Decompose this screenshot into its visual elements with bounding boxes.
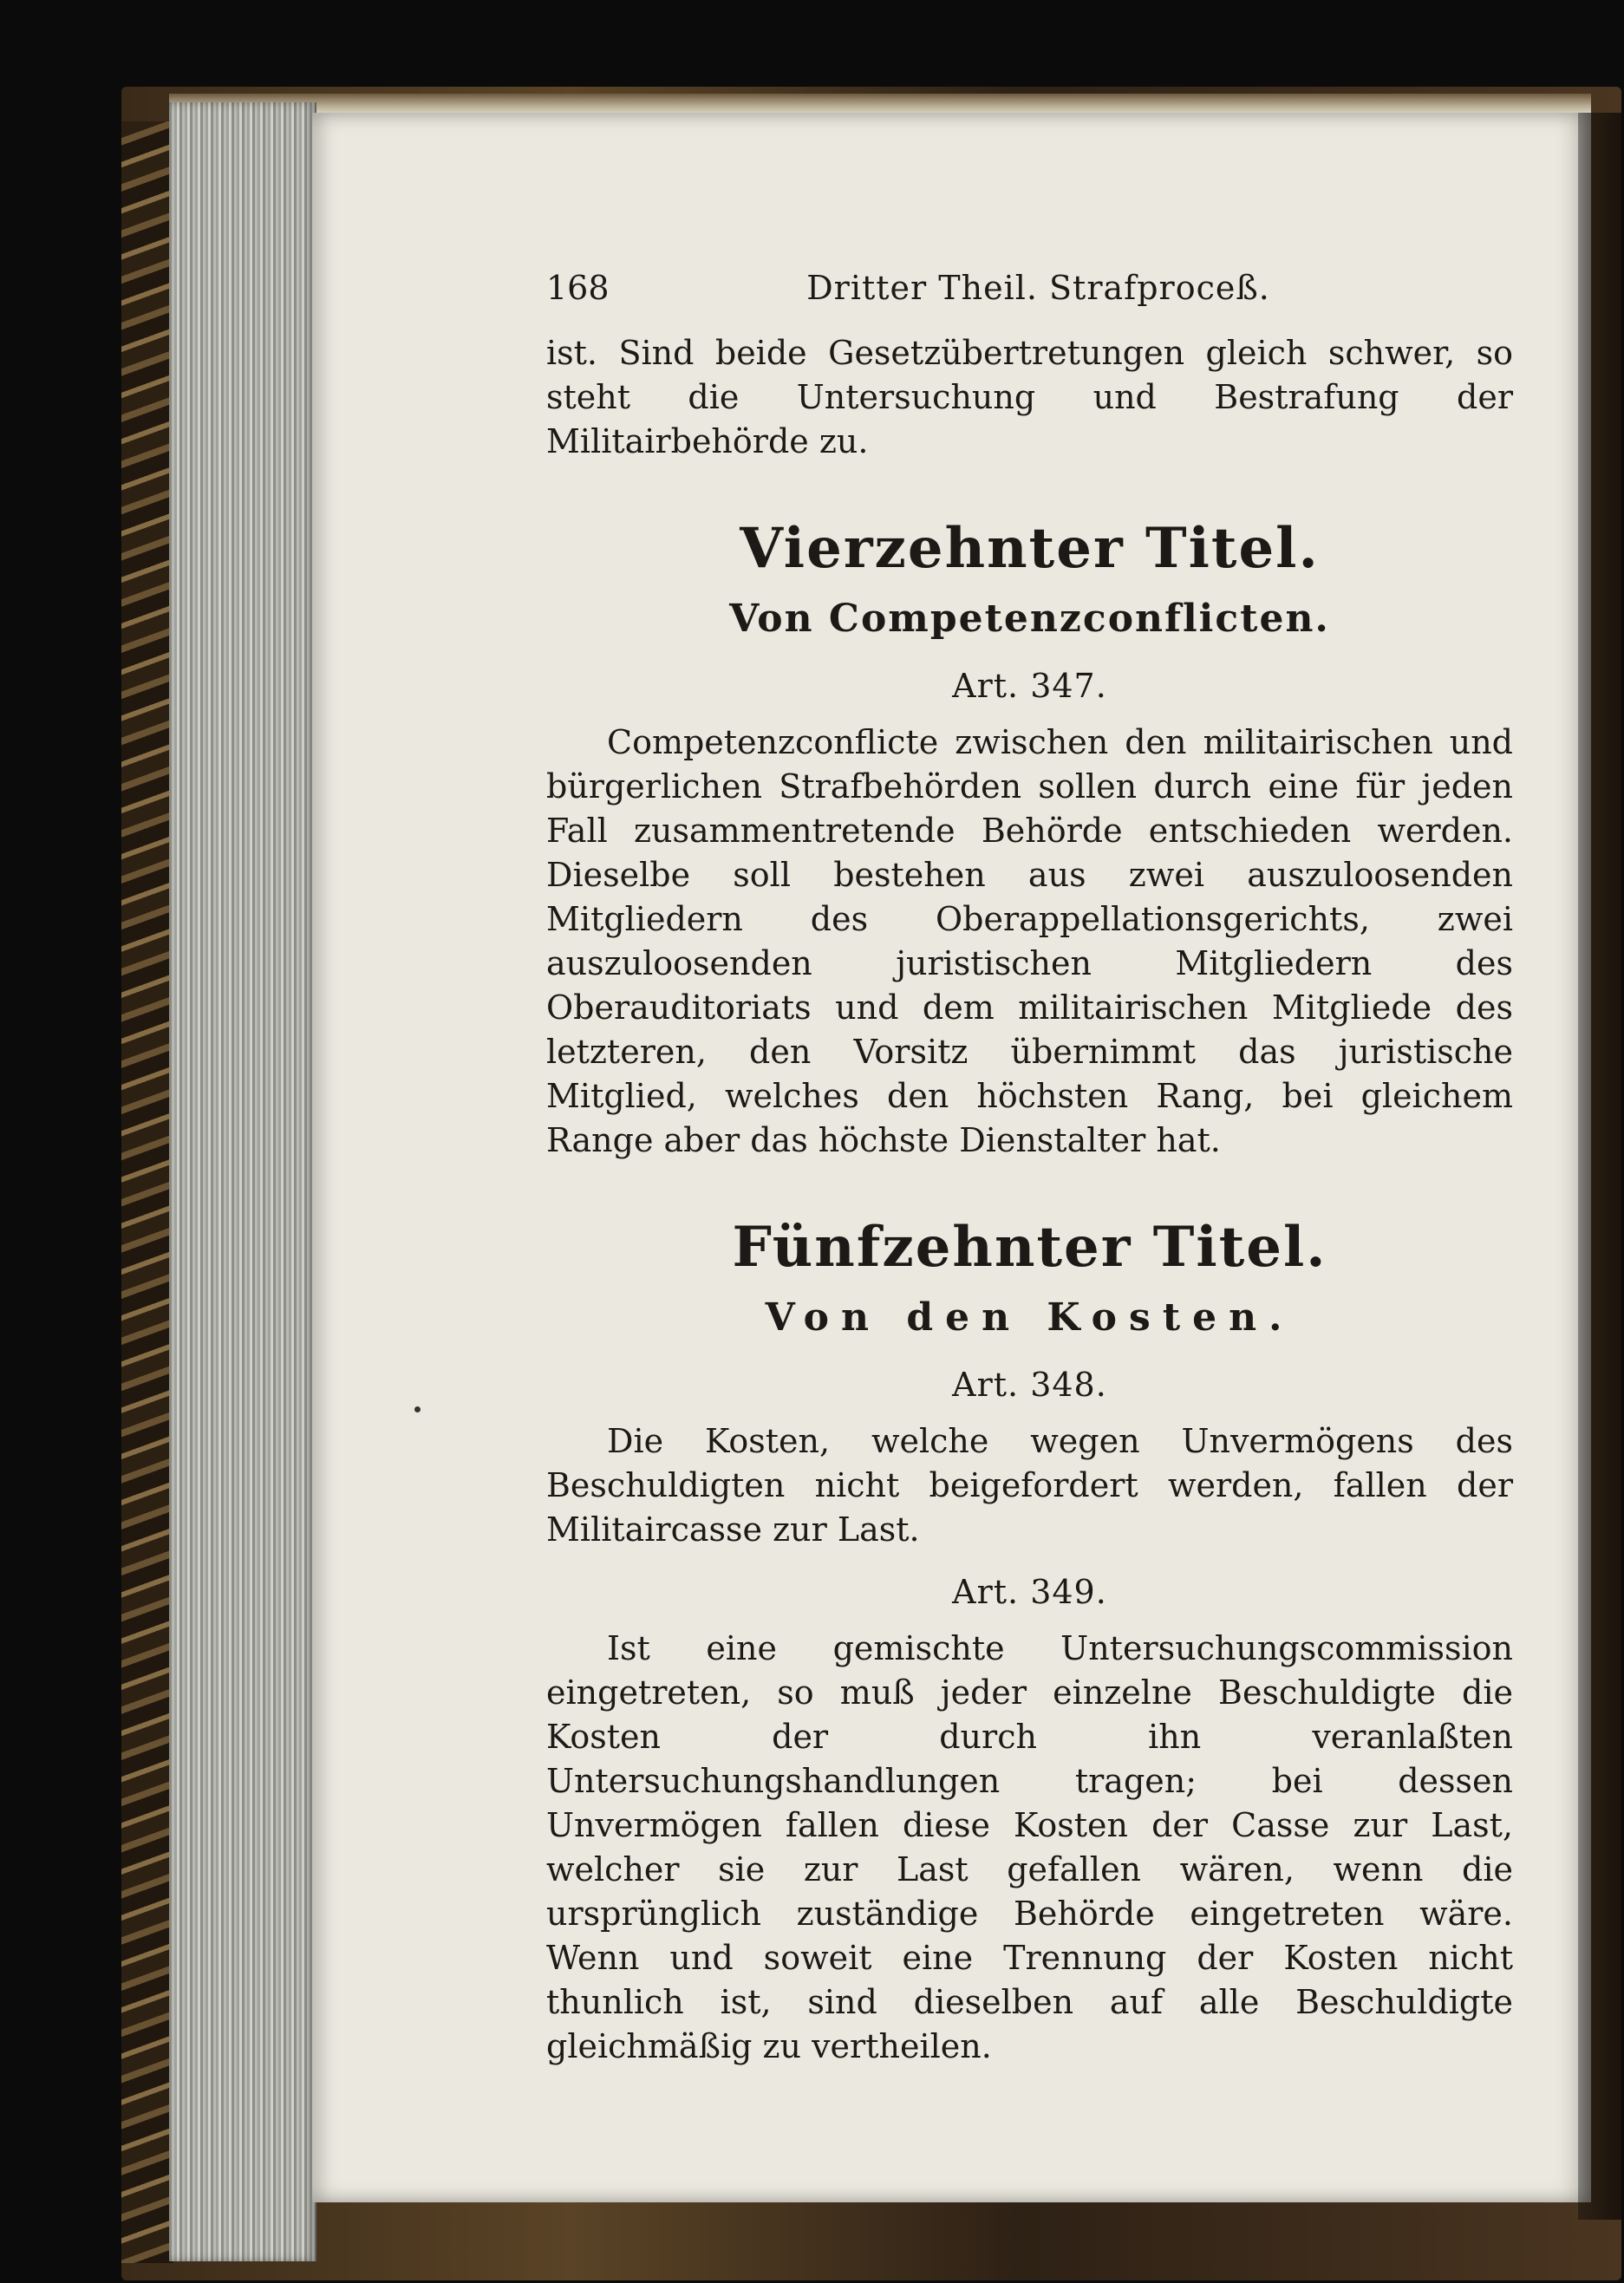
section-14-title: Vierzehnter Titel.	[740, 516, 1320, 581]
art-347-heading: Art. 347.	[952, 667, 1107, 705]
marbled-edge	[121, 121, 173, 2263]
section-14-subtitle: Von Competenzconflicten.	[729, 597, 1330, 641]
speck	[414, 1406, 421, 1412]
page-header	[546, 269, 1513, 307]
section-15-subtitle: Von den Kosten.	[765, 1295, 1295, 1340]
page-top-edge	[169, 94, 1591, 114]
page-number: 168	[546, 269, 610, 307]
art-347-text: Competenzconflicte zwischen den militairischen und bürgerlichen Strafbehörden sollen durch eine für jeden Fall zusammentretende Behörde entschieden werden. Dieselbe soll bestehen aus zwei auszuloosenden Mitgliedern des Oberappellationsgerichts, zwei auszuloosenden juristischen Mitgliedern des Oberauditoriats und dem militairischen Mitgliede des letzteren, den Vorsitz übernimmt das juristische Mitglied, welches den höchsten Rang, bei gleichem Range aber das höchste Dienstalter hat.	[546, 723, 1513, 1159]
section-15-title: Fünfzehnter Titel.	[732, 1215, 1327, 1280]
running-title: Dritter Theil. Strafproceß.	[806, 269, 1270, 307]
gutter-shadow	[1578, 113, 1621, 2220]
art-349-heading: Art. 349.	[952, 1573, 1107, 1611]
page-content	[546, 269, 1513, 2069]
intro-paragraph: ist. Sind beide Gesetzübertretungen gleich schwer, so steht die Untersuchung und Bestrafung der Militairbehörde zu.	[546, 334, 1513, 460]
page-stack	[169, 102, 316, 2261]
art-348-heading: Art. 348.	[952, 1366, 1107, 1404]
art-348-text: Die Kosten, welche wegen Unvermögens des Beschuldigten nicht beigefordert werden, fallen der Militaircasse zur Last.	[546, 1422, 1513, 1549]
art-349-text: Ist eine gemischte Untersuchungscommission eingetreten, so muß jeder einzelne Beschuldigte die Kosten der durch ihn veranlaßten Untersuchungshandlungen tragen; bei dessen Unvermögen fallen diese Kosten der Casse zur Last, welcher sie zur Last gefallen wären, wenn die ursprünglich zuständige Behörde eingetreten wäre. Wenn und soweit eine Trennung der Kosten nicht thunlich ist, sind dieselben auf alle Beschuldigte gleichmäßig zu vertheilen.	[546, 1629, 1513, 2065]
